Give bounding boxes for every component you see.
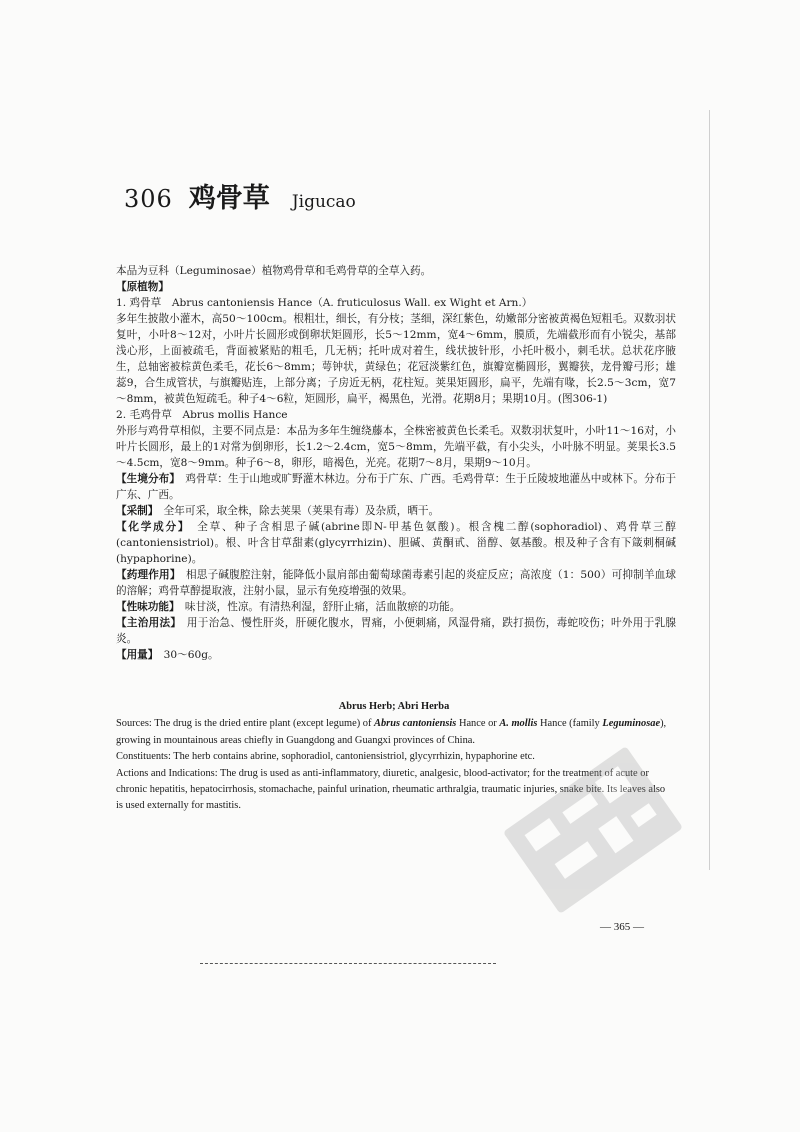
english-actions: Actions and Indications: The drug is used as anti-inflammatory, diuretic, analgesic, blood-activator; for the treatment of acute or chronic hepatitis, hepatocirrhosis, stomachache, painful urination, rheumatic arthralgia, traumatic injuries, snake bite. Its leaves also is used externally for mastitis. [116, 767, 666, 812]
section-heading-habitat: 【生境分布】 [116, 473, 175, 485]
section-heading-collection: 【采制】 [116, 505, 154, 517]
species-name-1: Abrus cantoniensis [374, 718, 457, 730]
family-name: Leguminosae [602, 718, 661, 730]
bottom-scan-line [200, 963, 496, 966]
pharmacology-text: 相思子碱腹腔注射，能降低小鼠肩部由葡萄球菌毒素引起的炎症反应；高浓度（1：500）可抑制羊血球的溶解；鸡骨草醇提取液，注射小鼠，显示有免疫增强的效果。 [116, 569, 676, 597]
plant1-description: 多年生披散小灌木，高50～100cm。根粗壮，细长，有分枝；茎细，深红紫色，幼嫩部分密被黄褐色短粗毛。双数羽状复叶，小叶8～12对，小叶片长圆形或倒卵状矩圆形，长5～12mm，宽4～6mm，膜质，先端截形而有小锐尖，基部浅心形，上面被疏毛，背面被紧贴的粗毛，几无柄；托叶成对着生，线状披针形，小托叶极小，刺毛状。总状花序腋生，总轴密被棕黄色柔毛，花长6～8mm；萼钟状，黄绿色；花冠淡紫红色，旗瓣宽椭圆形，翼瓣狭，龙骨瓣弓形；雄蕊9，合生成管状，与旗瓣贴连，上部分离；子房近无柄，花柱短。荚果矩圆形，扁平，先端有喙，长2.5～3cm，宽7～8mm，被黄色短疏毛。种子4～6粒，矩圆形，扁平，褐黑色，光滑。花期8月；果期10月。(图306-1) [116, 313, 676, 405]
dosage-text: 30～60g。 [163, 649, 219, 661]
library-seal-watermark [498, 740, 688, 920]
sources-text: ), growing in mountainous areas chiefly in Guangdong and Guangxi provinces of China. [116, 718, 667, 746]
plant1-heading: 1. 鸡骨草 Abrus cantoniensis Hance（A. fruticulosus Wall. ex Wight et Arn.） [116, 297, 533, 309]
chinese-description [116, 263, 676, 663]
plant2-description: 外形与鸡骨草相似，主要不同点是：本品为多年生缠绕藤本，全株密被黄色长柔毛。双数羽状复叶，小叶11～16对，小叶片长圆形，最上的1对常为倒卵形，长1.2～2.4cm，宽5～8mm，先端平截，有小尖头，小叶脉不明显。荚果长3.5～4.5cm，宽8～9mm。种子6～8，卵形，暗褐色，光亮。花期7～8月，果期9～10月。 [116, 425, 676, 469]
intro-paragraph: 本品为豆科（Leguminosae）植物鸡骨草和毛鸡骨草的全草入药。 [116, 265, 432, 277]
page-edge-line [709, 110, 710, 870]
section-heading-plant: 【原植物】 [116, 281, 169, 293]
usage-text: 用于治急、慢性肝炎，肝硬化腹水，胃痛，小便刺痛，风湿骨痛，跌打损伤，毒蛇咬伤；叶外用于乳腺炎。 [116, 617, 677, 645]
section-heading-usage: 【主治用法】 [116, 617, 176, 629]
section-heading-pharmacology: 【药理作用】 [116, 569, 176, 581]
nature-text: 味甘淡，性凉。有清热利湿，舒肝止痛，活血散瘀的功能。 [184, 601, 461, 613]
english-constituents: Constituents: The herb contains abrine, sophoradiol, cantoniensistriol, glycyrrhizin, hypaphorine etc. [116, 751, 535, 763]
species-name-2: A. mollis [499, 718, 538, 730]
sources-text: Sources: The drug is the dried entire plant (except legume) of [116, 718, 375, 730]
habitat-text: 鸡骨草：生于山地或旷野灌木林边。分布于广东、广西。毛鸡骨草：生于丘陵坡地灌丛中或林下。分布于广东、广西。 [116, 473, 677, 501]
entry-title [124, 176, 356, 215]
entry-name-chinese: 鸡骨草 [188, 183, 270, 214]
collection-text: 全年可采，取全株，除去荚果（荚果有毒）及杂质，晒干。 [163, 505, 440, 517]
section-heading-chemistry: 【化学成分】 [116, 521, 185, 533]
section-heading-nature: 【性味功能】 [116, 601, 175, 613]
page-number: — 365 — [600, 921, 644, 933]
entry-name-pinyin: Jigucao [291, 192, 356, 212]
entry-number: 306 [124, 185, 173, 213]
section-heading-dosage: 【用量】 [116, 649, 154, 661]
sources-text: Hance (family [537, 718, 603, 730]
plant2-heading: 2. 毛鸡骨草 Abrus mollis Hance [116, 409, 288, 421]
english-title: Abrus Herb; Abri Herba [338, 701, 450, 712]
sources-text: Hance or [456, 718, 500, 730]
chemistry-text: 全草、种子含相思子碱(abrine即N-甲基色氨酸)。根含槐二醇(sophoradiol)、鸡骨草三醇(cantoniensistriol)。根、叶含甘草甜素(glycyrrhizin)、胆碱、黄酮甙、甾醇、氨基酸。根及种子含有下箴刺桐碱(hypaphorine)。 [116, 521, 677, 565]
